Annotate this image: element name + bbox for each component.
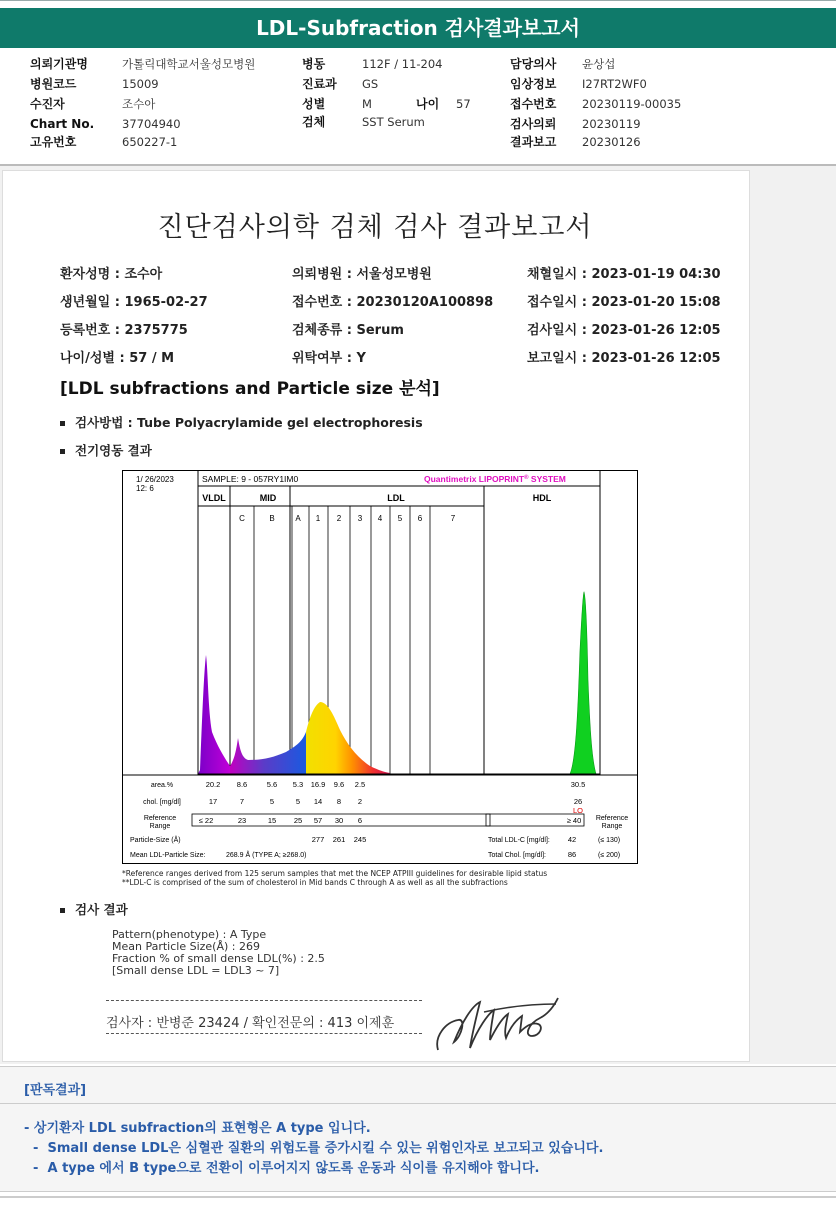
ref-label-line2: Range [149,823,171,830]
result-heading [60,900,128,918]
total-ldl-value: 42 [567,835,577,844]
ref-value: ≤ 22 [198,816,214,825]
signer-line: 검사자 : 반병준 23424 / 확인전문의 : 413 이제훈 [106,1016,395,1031]
value-age: 57 [456,97,471,111]
bullet-icon [60,449,65,454]
receipt-time: 접수일시 : 2023-01-20 15:08 [527,295,721,310]
total-chol-label: Total Chol. [mg/dl]: [488,852,546,859]
birth-date: 생년월일 : 1965-02-27 [60,295,208,310]
chol-row-label: chol. [mg/dl] [143,799,181,806]
result-sdldl-fraction: Fraction % of small dense LDL(%) : 2.5 [112,952,325,965]
result-sdldl-definition: [Small dense LDL = LDL3 ~ 7] [112,964,280,977]
band-label-b: B [269,514,275,523]
outsourced: 위탁여부 : Y [292,351,366,366]
label-request-date: 검사의뢰 [510,117,557,131]
result-block [112,929,325,977]
signer-top-dash [106,1000,422,1001]
label-hospital-code: 병원코드 [30,77,77,91]
label-ward: 병동 [302,57,326,71]
interpretation-heading: [판독결과] [24,1083,87,1098]
value-chart-no: 37704940 [122,117,181,131]
electrophoresis-heading [60,441,152,459]
method-text: 검사방법 : Tube Polyacrylamide gel electrophoresis [75,415,423,430]
report-title: LDL-Subfraction 검사결과보고서 [0,8,836,48]
report-header [0,52,836,164]
chart-frame [123,471,638,864]
value-request-date: 20230119 [582,117,641,131]
collection-time: 채혈일시 : 2023-01-19 04:30 [527,267,721,282]
bullet-icon [60,908,65,913]
value-institution: 가톨릭대학교서울성모병원 [122,57,256,71]
band-label-5: 5 [397,514,403,523]
band-label-a: A [295,514,301,523]
ref-right-line2: Range [601,823,623,830]
chol-value: 5 [295,797,301,806]
area-row-label: area.% [150,782,174,789]
particle-size-value: 245 [353,835,367,844]
ref-value: ≥ 40 [566,816,582,825]
test-time: 검사일시 : 2023-01-26 12:05 [527,323,721,338]
electrophoresis-text: 전기영동 결과 [75,443,152,458]
ref-right-line1: Reference [595,815,629,822]
label-doctor: 담당의사 [510,57,557,71]
label-clinical-info: 임상정보 [510,77,557,91]
receipt-number: 접수번호 : 20230120A100898 [292,295,494,310]
lipoprint-chart [122,470,638,864]
group-label-vldl: VLDL [202,493,226,503]
label-specimen: 검체 [302,115,326,129]
value-specimen: SST Serum [362,115,425,129]
area-value: 16.9 [310,780,326,789]
brand-system: SYSTEM [528,474,566,484]
mean-size-value: 268.9 Å (TYPE A; ≥268.0) [226,852,307,859]
value-receipt-no: 20230119-00035 [582,97,682,111]
band-label-2: 2 [336,514,342,523]
band-label-4: 4 [377,514,383,523]
ref-value: 6 [357,816,363,825]
signer-bottom-dash [106,1033,422,1034]
band-label-c: C [239,514,245,523]
brand-name: Quantimetrix LIPOPRINT [424,474,525,484]
ref-value: 15 [267,816,277,825]
band-label-7: 7 [450,514,456,523]
chol-value: 8 [336,797,342,806]
brand-label [424,474,566,484]
footnote-reference: *Reference ranges derived from 125 serum samples that met the NCEP ATPIII guidelines for desirable lipid status [122,869,548,878]
particle-size-label: Particle-Size (Å) [130,837,181,844]
chol-value: 17 [208,797,218,806]
value-ward: 112F / 11-204 [362,57,443,71]
chart-time: 12: 6 [136,484,154,493]
interpretation-line-3: - A type 에서 B type으로 전환이 이루어지지 않도록 운동과 식이를 유지해야 합니다. [24,1161,540,1176]
result-heading-text: 검사 결과 [75,902,128,917]
mean-size-label: Mean LDL-Particle Size: [130,852,206,859]
result-phenotype: Pattern(phenotype) : A Type [112,928,267,941]
doc-title: 진단검사의학 검체 검사 결과보고서 [157,212,593,243]
top-border [0,0,836,8]
hdl-low-flag: LO [572,806,584,815]
bullet-icon [60,421,65,426]
result-mean-size: Mean Particle Size(Å) : 269 [112,940,260,953]
band-label-3: 3 [357,514,363,523]
area-value: 5.6 [266,780,278,789]
label-sex: 성별 [302,97,326,111]
chol-value: 7 [239,797,245,806]
value-report-date: 20230126 [582,135,641,149]
label-chart-no: Chart No. [30,117,95,131]
area-value: 9.6 [333,780,345,789]
label-age: 나이 [416,97,440,111]
label-receipt-no: 접수번호 [510,97,557,111]
registration-number: 등록번호 : 2375775 [60,323,188,338]
requesting-hospital: 의뢰병원 : 서울성모병원 [292,267,432,282]
specimen-type: 검체종류 : Serum [292,323,404,338]
label-patient: 수진자 [30,97,65,111]
label-department: 진료과 [302,77,337,91]
value-sex: M [362,97,372,111]
band-label-1: 1 [315,514,321,523]
brand-registered: ® [524,475,529,481]
ref-label-line1: Reference [143,815,177,822]
method-line [60,413,423,431]
chol-value: 26 [573,797,583,806]
particle-size-value: 277 [311,835,325,844]
chol-value: 14 [313,797,323,806]
age-sex: 나이/성별 : 57 / M [60,351,175,366]
interpretation-panel [0,1066,836,1192]
area-value: 20.2 [205,780,221,789]
total-ldl-label: Total LDL-C [mg/dl]: [488,837,550,844]
group-label-hdl: HDL [532,493,552,503]
footnote-ldl: **LDL-C is comprised of the sum of cholesterol in Mid bands C through A as well as all the subfractions [122,878,508,887]
value-unique-id: 650227-1 [122,135,178,149]
report-time: 보고일시 : 2023-01-26 12:05 [527,351,721,366]
label-institution: 의뢰기관명 [30,57,88,71]
total-chol-value: 86 [567,850,577,859]
band-label-6: 6 [417,514,423,523]
lipoprint-svg [122,470,638,864]
total-chol-ref: (≤ 200) [598,852,621,859]
value-patient: 조수아 [122,97,156,111]
value-doctor: 윤상섭 [582,57,616,71]
label-report-date: 결과보고 [510,135,557,149]
value-hospital-code: 15009 [122,77,159,91]
group-label-mid: MID [259,493,277,503]
total-ldl-ref: (≤ 130) [598,837,621,844]
value-clinical-info: I27RT2WF0 [582,77,647,91]
ref-value: 57 [313,816,323,825]
ref-value: 25 [293,816,303,825]
interpretation-line-1: - 상기환자 LDL subfraction의 표현형은 A type 입니다. [24,1121,371,1136]
label-unique-id: 고유번호 [30,135,77,149]
chart-sample: SAMPLE: 9 - 057RY1IM0 [202,474,299,484]
interpretation-divider [0,1103,836,1104]
section-heading: [LDL subfractions and Particle size 분석] [60,379,440,399]
bottom-border [0,1196,836,1198]
area-value: 8.6 [236,780,248,789]
chol-value: 2 [357,797,363,806]
patient-name: 환자성명 : 조수아 [60,267,163,282]
chol-value: 5 [269,797,275,806]
value-department: GS [362,77,379,91]
area-value: 2.5 [354,780,366,789]
ref-value: 23 [237,816,247,825]
area-value: 30.5 [570,780,586,789]
interpretation-line-2: - Small dense LDL은 심혈관 질환의 위험도를 증가시킬 수 있는 위험인자로 보고되고 있습니다. [24,1141,604,1156]
ref-value: 30 [334,816,344,825]
particle-size-value: 261 [332,835,346,844]
signature-image [432,992,562,1056]
group-label-ldl: LDL [387,493,405,503]
area-value: 5.3 [292,780,304,789]
chart-date: 1/ 26/2023 [136,475,174,484]
